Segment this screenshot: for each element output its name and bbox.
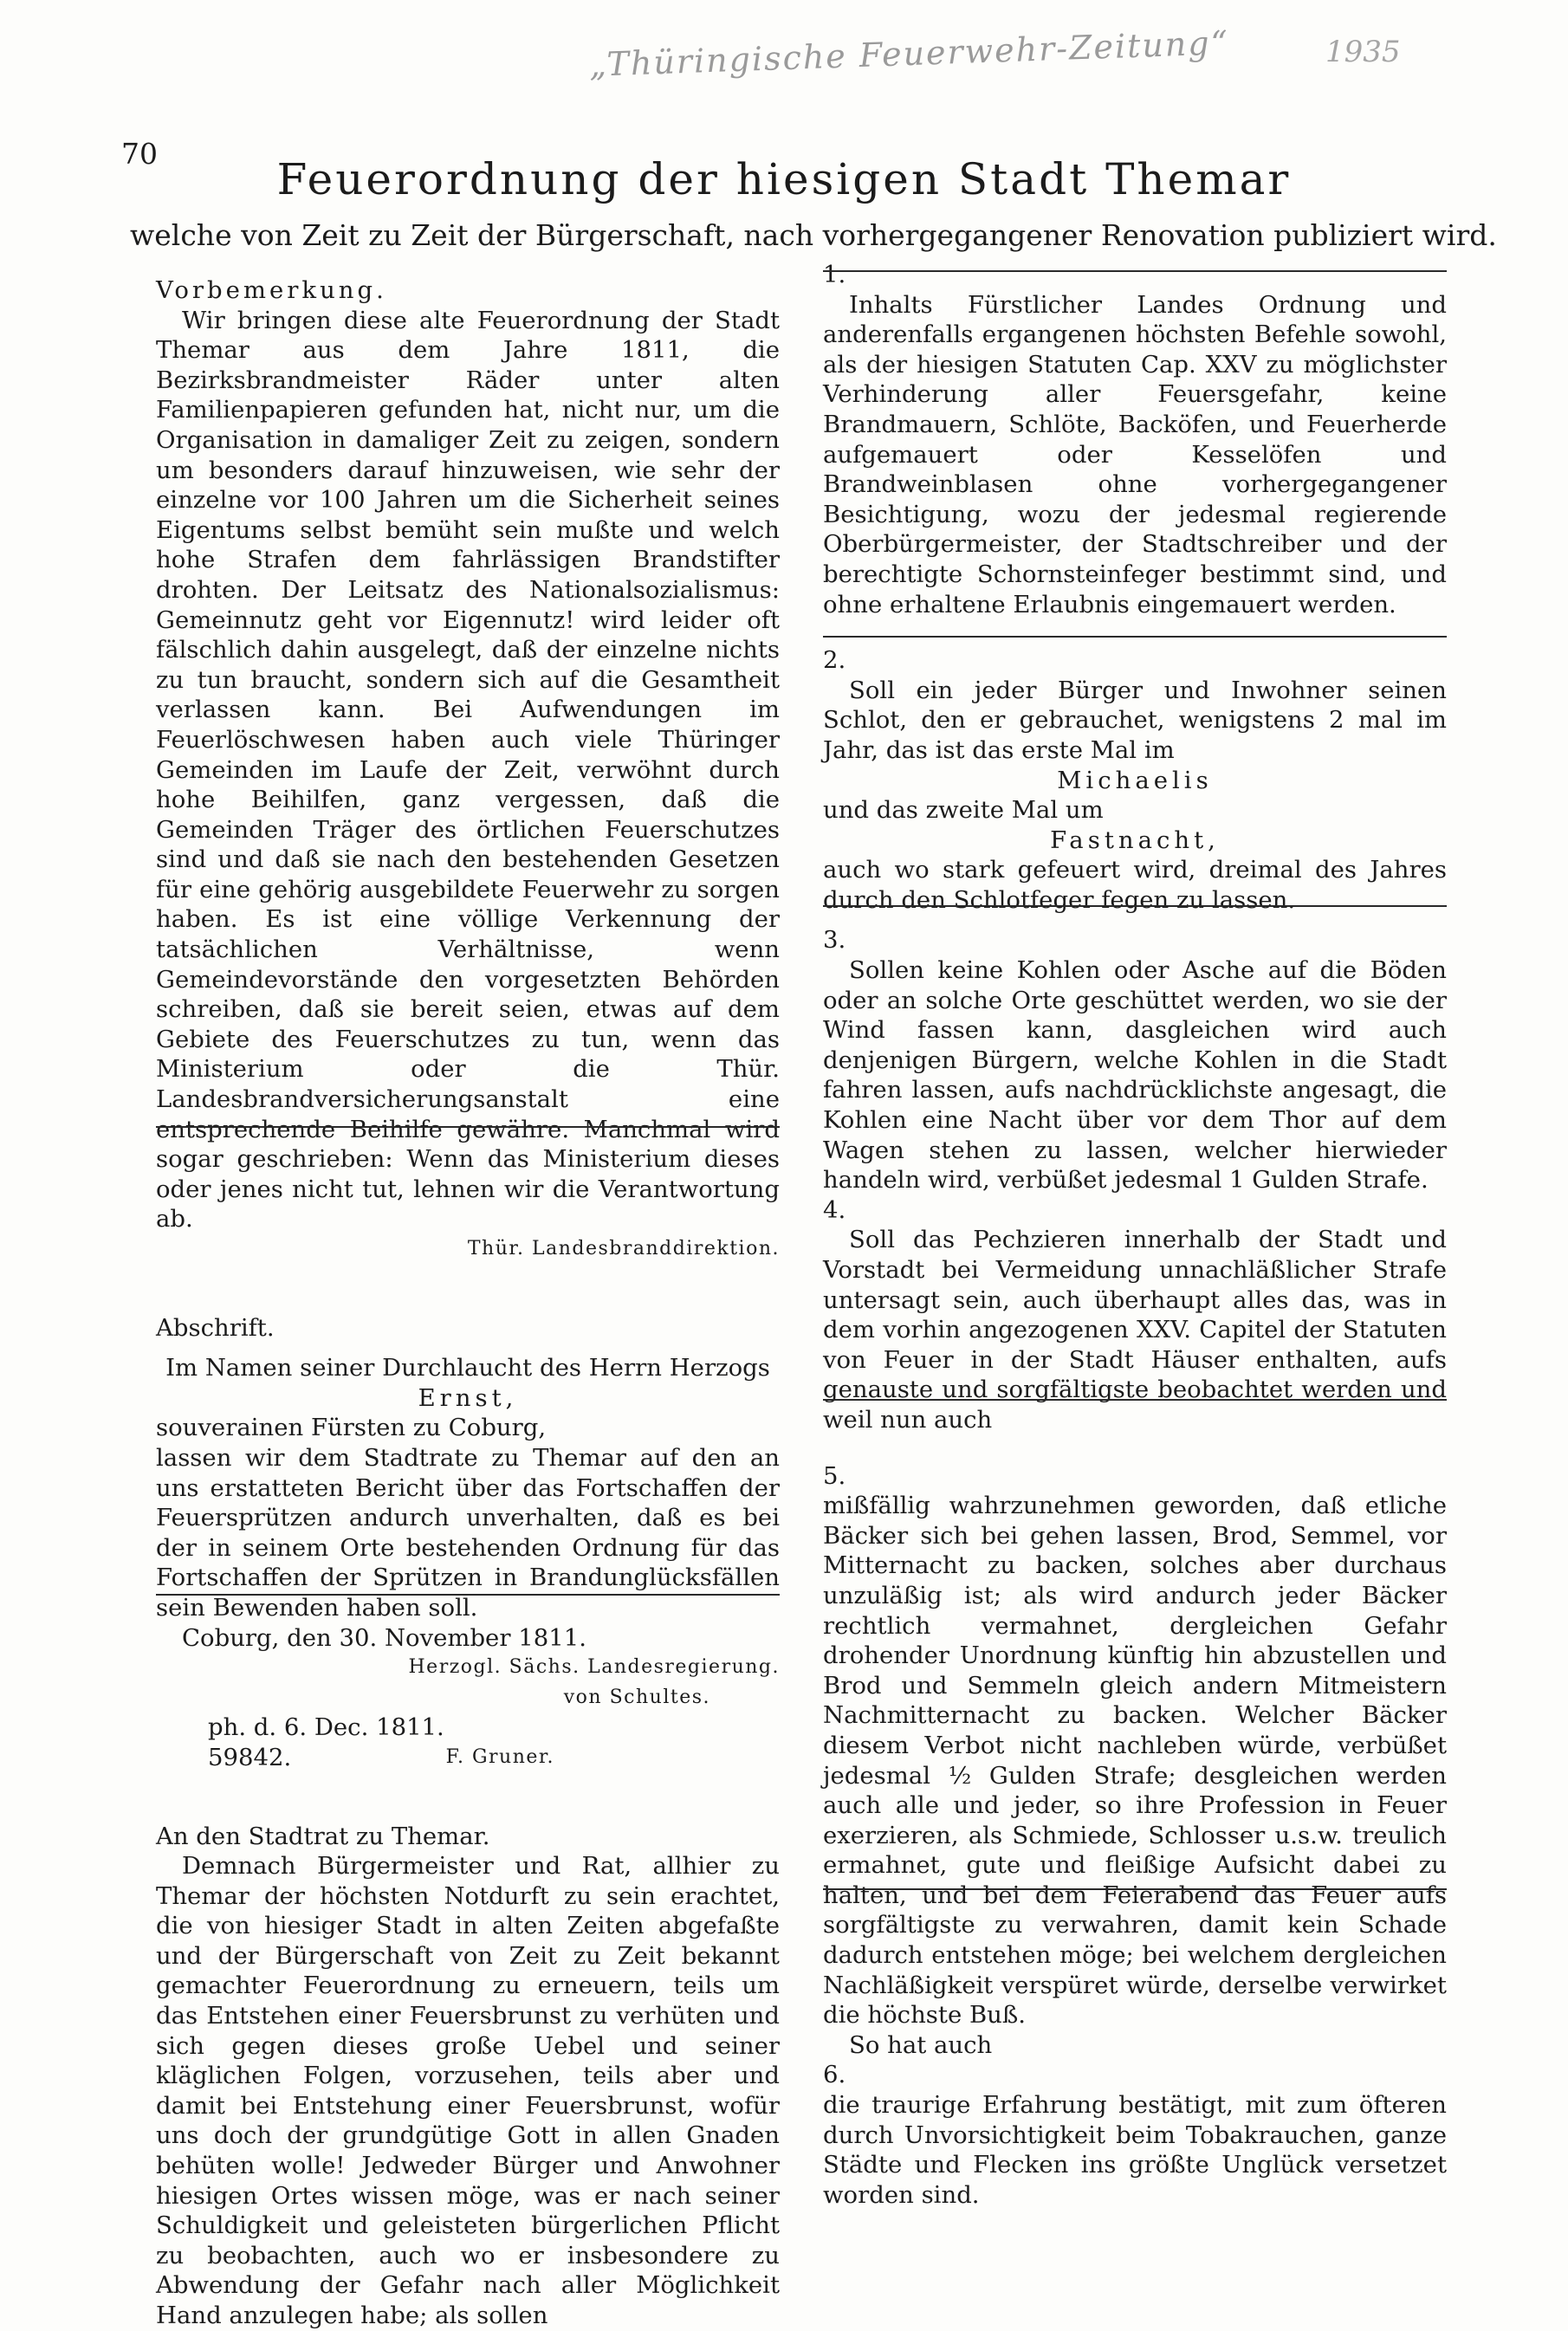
divider-right-s1 — [823, 636, 1447, 638]
right-column — [823, 260, 1447, 2210]
page-subtitle: welche von Zeit zu Zeit der Bürgerschaft, nach vorhergegangener Renovation publiziert wird. — [130, 218, 1497, 252]
abschrift-line2: souverainen Fürsten zu Coburg, — [156, 1414, 547, 1442]
divider-left-abschrift — [156, 1594, 780, 1596]
section-3-number: 3. — [823, 926, 846, 955]
abschrift-ph: ph. d. 6. Dec. 1811. — [208, 1713, 444, 1742]
vorbemerkung-heading: Vorbemerkung. — [156, 276, 387, 304]
section-2-michaelis: Michaelis — [1057, 766, 1213, 794]
abschrift-name: Ernst, — [418, 1383, 518, 1412]
vorbemerkung-signature: Thür. Landesbranddirektion. — [467, 1238, 780, 1259]
section-4-text: Soll das Pechzieren innerhalb der Stadt und Vorstadt bei Vermeidung unnachläßlicher Strafe untersagt sein, auch überhaupt alles das, was in dem vorhin angezogenen XXV. Capitel der Statuten von Feuer in der Stadt Häuser enthalten, aufs genauste und sorgfältigste beobachtet werden und weil nun auch — [823, 1226, 1447, 1434]
section-2-und: und das zweite Mal um — [823, 796, 1104, 825]
page-title: Feuerordnung der hiesigen Stadt Themar — [276, 154, 1292, 204]
abschrift-line1: Im Namen seiner Durchlaucht des Herrn Herzogs — [165, 1354, 770, 1382]
section-2-text: Soll ein jeder Bürger und Inwohner seinen Schlot, den er gebrauchet, wenigstens 2 mal im Jahr, das ist das erste Mal im — [823, 676, 1447, 764]
section-5-text: mißfällig wahrzunehmen geworden, daß etliche Bäcker sich bei gehen lassen, Brod, Semmel, vor Mitternacht zu backen, solches aber durchaus unzuläßig ist; als wird andurch jeder Bäcker rechtlich vermahnet, dergleichen Gefahr drohender Unordnung künftig hin abzustellen und Brod und Semmeln gleich andern Mitmeistern Nachmitternacht zu backen. Welcher Bäcker diesem Verbot nicht nachleben würde, verbüßet jedesmal ½ Gulden Strafe; desgleichen werden auch alle und jeder, so ihre Profession in Feuer exerzieren, als Schmiede, Schlosser u.s.w. treulich ermahnet, gute und fleißige Aufsicht dabei zu halten, und bei dem Feierabend das Feuer aufs sorgfältigste zu verwahren, damit kein Schade dadurch entstehen möge; bei welchem dergleichen Nachläßigkeit verspüret würde, derselbe verwirket die höchste Buß. — [823, 1492, 1447, 2030]
divider-right-s5 — [823, 1888, 1447, 1890]
left-column — [156, 275, 780, 2331]
abschrift-place-date: Coburg, den 30. November 1811. — [182, 1623, 586, 1652]
section-3-text: Sollen keine Kohlen oder Asche auf die Böden oder an solche Orte geschüttet werden, wo sie der Wind fassen kann, dasgleichen wird auch denjenigen Bürgern, welche Kohlen in die Stadt fahren lassen, aufs nachdrücklichste angesagt, die Kohlen eine Nacht über vor dem Thor auf dem Wagen stehen zu lassen, welcher hierwieder handeln wird, verbüßet jedesmal 1 Gulden Strafe. — [823, 956, 1447, 1195]
corner-note: 1935 — [1325, 35, 1401, 69]
section-4-number: 4. — [823, 1195, 846, 1224]
divider-right-s4 — [823, 1399, 1447, 1401]
abschrift-authority: Herzogl. Sächs. Landesregierung. — [408, 1656, 780, 1679]
section-2-fastnacht: Fastnacht, — [1050, 826, 1220, 854]
section-5-tail: So hat auch — [849, 2030, 993, 2059]
abschrift-number: 59842. — [208, 1743, 292, 1771]
abschrift-text: lassen wir dem Stadtrate zu Themar auf den an uns erstatteten Bericht über das Fortschaffen der Feuersprützen andurch unverhalten, daß es bei der in seinem Orte bestehenden Ordnung für das Fortschaffen der Sprützen in Brandunglücksfällen sein Bewenden haben soll. — [156, 1443, 780, 1622]
abschrift-number-row — [208, 1743, 554, 1773]
section-5-number: 5. — [823, 1461, 846, 1490]
divider-left-vorbemerkung — [156, 1126, 780, 1128]
section-1-text: Inhalts Fürstlicher Landes Ordnung und anderenfalls ergangenen höchsten Befehle sowohl, als der hiesigen Statuten Cap. XXV zu möglichster Verhinderung aller Feuersgefahr, keine Brandmauern, Schlöte, Backöfen, und Feuerherde aufgemauert oder Kesselöfen und Brandweinblasen ohne vorhergegangener Besichtigung, wozu der jedesmal regierende Oberbürgermeister, der Stadtschreiber und der berechtigte Schornsteinfeger bestimmt sind, und ohne erhaltene Erlaubnis eingemauert werden. — [823, 290, 1447, 618]
page-number: 70 — [121, 137, 158, 171]
vorbemerkung-text: Wir bringen diese alte Feuerordnung der Stadt Themar aus dem Jahre 1811, die Bezirksbrandmeister Räder unter alten Familienpapieren gefunden hat, nicht nur, um die Organisation in damaliger Zeit zu zeigen, sondern um besonders darauf hinzuweisen, wie sehr der einzelne vor 100 Jahren um die Sicherheit seines Eigentums selbst bemüht sein mußte und welch hohe Strafen dem fahrlässigen Brandstifter drohten. Der Leitsatz des Nationalsozialismus: Gemeinnutz geht vor Eigennutz! wird leider oft fälschlich dahin ausgelegt, daß der einzelne nichts zu tun braucht, sondern sich auf die Gesamtheit verlassen kann. Bei Aufwendungen im Feuerlöschwesen haben auch viele Thüringer Gemeinden im Laufe der Zeit, verwöhnt durch hohe Beihilfen, ganz vergessen, daß die Gemeinden Träger des örtlichen Feuerschutzes sind und daß sie nach den bestehenden Gesetzen für eine gehörig ausgebildete Feuerwehr zu sorgen haben. Es ist eine völlige Verkennung der tatsächlichen Verhältnisse, wenn Gemeindevorstände den vorgesetzten Behörden schreiben, daß sie bereit seien, etwas auf dem Gebiete des Feuerschutzes zu tun, wenn das Ministerium oder die Thür. Landesbrandversicherungsanstalt eine entsprechende Beihilfe gewähre. Manchmal wird sogar geschrieben: Wenn das Ministerium dieses oder jenes nicht tut, lehnen wir die Verantwortung ab. — [156, 306, 780, 1233]
section-6-text: die traurige Erfahrung bestätigt, mit zum öfteren durch Unvorsichtigkeit beim Tobakrauchen, ganze Städte und Flecken ins größte Unglück versetzet worden sind. — [823, 2091, 1447, 2209]
handwritten-note: „Thüringische Feuerwehr-Zeitung“ — [588, 23, 1230, 84]
abschrift-signer: von Schultes. — [563, 1686, 710, 1708]
stadtrat-heading: An den Stadtrat zu Themar. — [156, 1822, 490, 1850]
divider-right-s2 — [823, 905, 1447, 907]
divider-title — [823, 270, 1447, 272]
stadtrat-text: Demnach Bürgermeister und Rat, allhier zu Themar der höchsten Notdurft zu sein erachtet, die von hiesiger Stadt in alten Zeiten abgefaßte und der Bürgerschaft von Zeit zu Zeit bekannt gemachter Feuerordnung zu erneuern, teils um das Entstehen einer Feuersbrunst zu verhüten und sich gegen dieses große Uebel und seiner kläglichen Folgen, vorzusehen, teils aber und damit bei Entstehung einer Feuersbrunst, wofür uns doch der grundgütige Gott in allen Gnaden behüten wolle! Jedweder Bürger und Anwohner hiesigen Ortes wissen möge, was er nach seiner Schuldigkeit und geleisteten bürgerlichen Pflicht zu beobachten, auch wo er insbesondere zu Abwendung der Gefahr nach aller Möglichkeit Hand anzulegen habe; als sollen — [156, 1852, 780, 2329]
section-2-number: 2. — [823, 646, 846, 675]
abschrift-gruner: F. Gruner. — [445, 1745, 554, 1768]
section-6-number: 6. — [823, 2061, 846, 2089]
abschrift-label: Abschrift. — [156, 1313, 275, 1342]
section-2-text2: auch wo stark gefeuert wird, dreimal des Jahres durch den Schlotfeger fegen zu lassen. — [823, 856, 1447, 914]
section-1-number: 1. — [823, 261, 846, 288]
